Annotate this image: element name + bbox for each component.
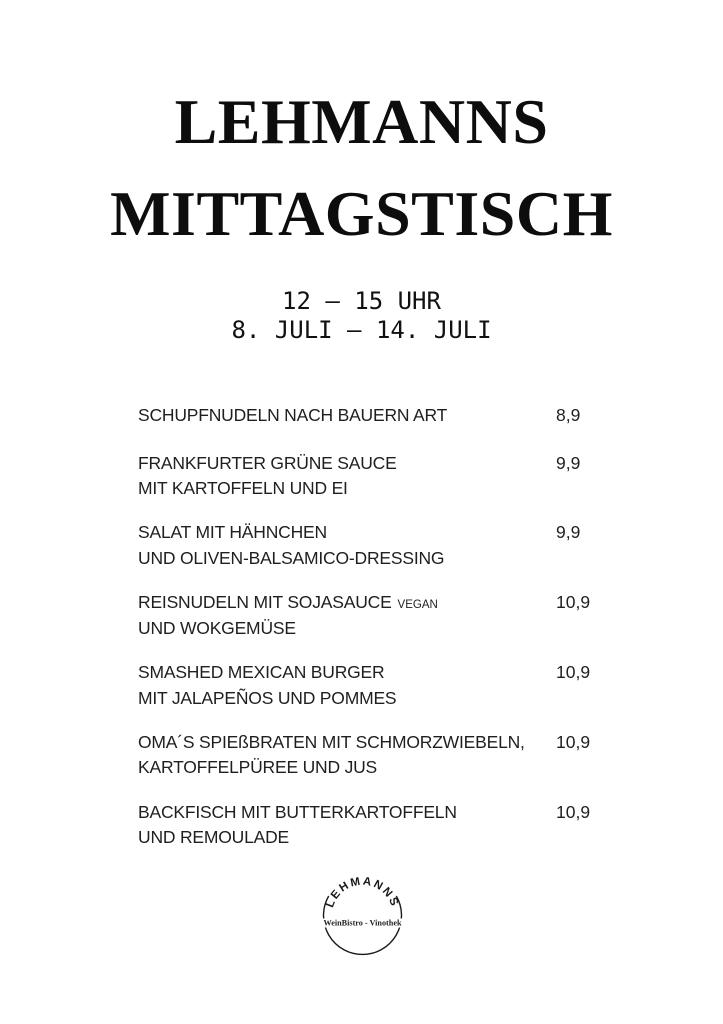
schedule xyxy=(0,287,723,345)
dish-name xyxy=(138,521,556,569)
dish-line-2: MIT KARTOFFELN UND EI xyxy=(138,477,348,498)
dish-line-2: UND REMOULADE xyxy=(138,827,290,848)
dish-line-1: SMASHED MEXICAN BURGER xyxy=(138,662,385,683)
dish-price: 10,9 xyxy=(556,802,591,823)
menu-item xyxy=(138,404,638,429)
dish-price: 8,9 xyxy=(556,405,581,425)
logo-arc-text xyxy=(324,875,401,909)
dish-price: 10,9 xyxy=(556,732,591,753)
dish-name xyxy=(138,801,556,849)
dish-price: 9,9 xyxy=(556,522,581,543)
dish-name xyxy=(138,731,556,779)
title-line-1: LEHMANNS xyxy=(174,86,549,157)
dish-name xyxy=(138,591,556,639)
dish-price: 10,9 xyxy=(556,592,591,613)
dish-line-2: UND OLIVEN-BALSAMICO-DRESSING xyxy=(138,547,445,568)
menu-item xyxy=(138,591,638,639)
dish-name xyxy=(138,404,556,429)
dish-line-1: BACKFISCH MIT BUTTERKARTOFFELN xyxy=(138,802,457,823)
dish-price: 9,9 xyxy=(556,452,581,473)
dish-line-1: REISNUDELN MIT SOJASAUCE xyxy=(138,592,392,613)
menu-item xyxy=(138,661,638,709)
dish-price: 10,9 xyxy=(556,662,591,683)
diet-tag-vegan: VEGAN xyxy=(397,599,438,612)
dish-line-2: UND WOKGEMÜSE xyxy=(138,617,296,638)
menu-item xyxy=(138,521,638,569)
menu-item xyxy=(138,801,638,849)
dish-name xyxy=(138,661,556,709)
opening-hours: 12 – 15 UHR xyxy=(282,287,441,315)
dish-line-1: SALAT MIT HÄHNCHEN xyxy=(138,522,327,543)
date-range: 8. JULI – 14. JULI xyxy=(231,316,492,344)
logo-name: LEHMANNS xyxy=(324,875,401,910)
dish-line-1: SCHUPFNUDELN NACH BAUERN ART xyxy=(138,405,448,425)
menu-item xyxy=(138,452,638,500)
page-title xyxy=(0,76,723,260)
dish-name xyxy=(138,452,556,500)
menu-list xyxy=(138,404,638,871)
dish-line-2: MIT JALAPEÑOS UND POMMES xyxy=(138,687,397,708)
title-line-2: MITTAGSTISCH xyxy=(110,178,613,249)
dish-line-2: KARTOFFELPÜREE UND JUS xyxy=(138,757,378,778)
menu-item xyxy=(138,731,638,779)
logo-subtitle: WeinBistro - Vinothek xyxy=(323,918,403,928)
lehmanns-logo xyxy=(302,853,423,974)
dish-line-1: OMA´S SPIEßBRATEN MIT SCHMORZWIEBELN, xyxy=(138,732,525,753)
dish-line-1: FRANKFURTER GRÜNE SAUCE xyxy=(138,452,397,473)
